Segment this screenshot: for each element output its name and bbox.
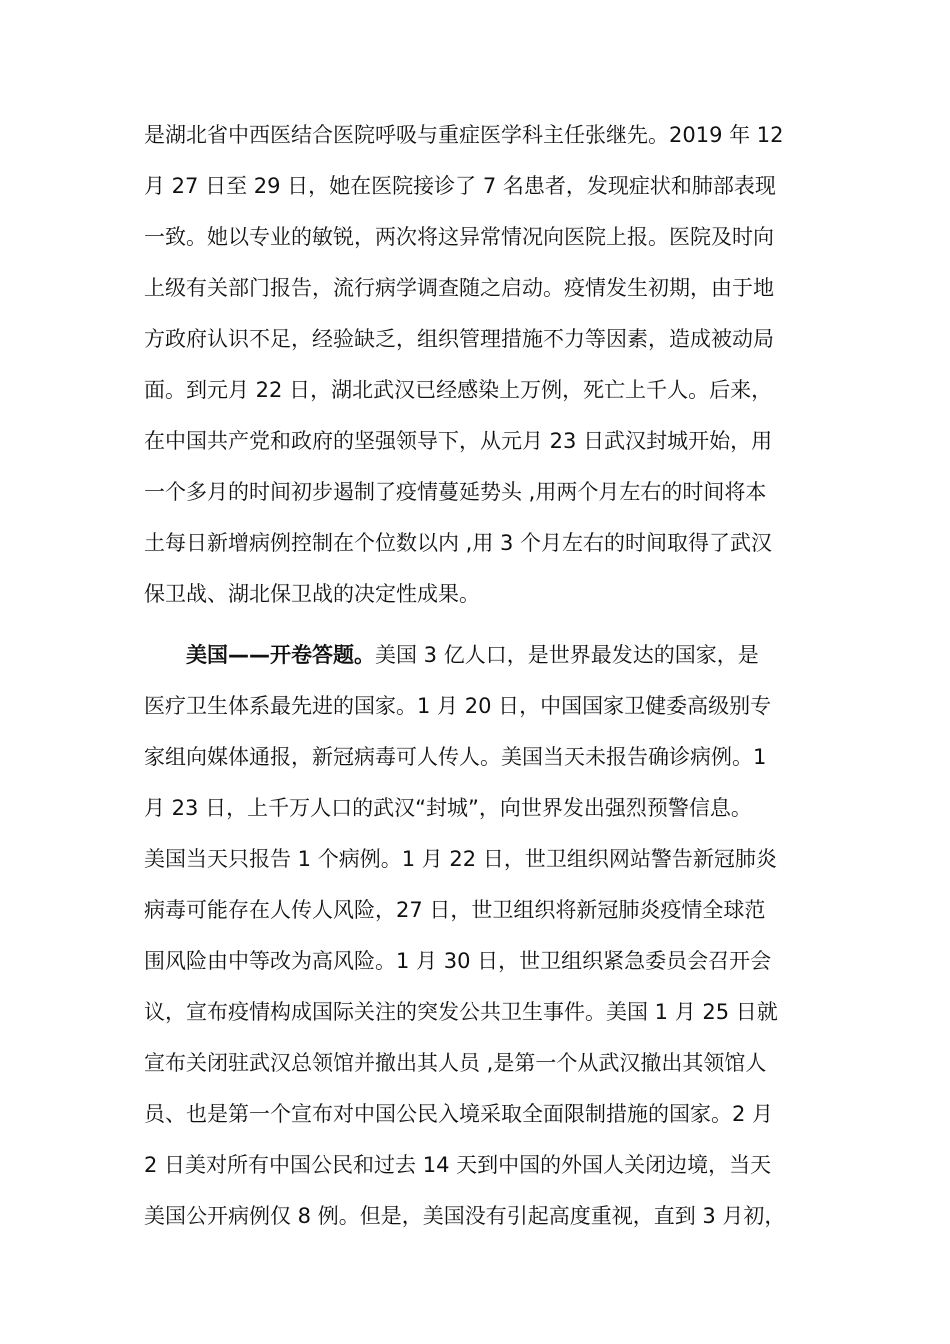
section-lead-heading: 美国——开卷答题。 (186, 643, 375, 667)
text-line: 议，宣布疫情构成国际关注的突发公共卫生事件。美国 1 月 25 日就 (144, 1000, 778, 1024)
text-line: 一致。她以专业的敏锐，两次将这异常情况向医院上报。医院及时向 (144, 225, 774, 249)
text-line: 在中国共产党和政府的坚强领导下，从元月 23 日武汉封城开始，用 (144, 429, 773, 453)
text-line: 医疗卫生体系最先进的国家。1 月 20 日，中国国家卫健委高级别专 (144, 694, 772, 718)
text-line: 2 日美对所有中国公民和过去 14 天到中国的外国人关闭边境，当天 (144, 1153, 772, 1177)
text-line: 月 23 日，上千万人口的武汉“封城”，向世界发出强烈预警信息。 (144, 796, 752, 820)
text-run: 美国 3 亿人口，是世界最发达的国家，是 (375, 643, 759, 667)
paragraph-usa (144, 630, 824, 1242)
text-line: 员、也是第一个宣布对中国公民入境采取全面限制措施的国家。2 月 (144, 1102, 774, 1126)
text-line: 病毒可能存在人传人风险，27 日，世卫组织将新冠肺炎疫情全球范 (144, 898, 766, 922)
text-line: 美国公开病例仅 8 例。但是，美国没有引起高度重视，直到 3 月初， (144, 1204, 786, 1228)
text-line: 是湖北省中西医结合医院呼吸与重症医学科主任张继先。2019 年 12 (144, 123, 784, 147)
text-line: 美国当天只报告 1 个病例。1 月 22 日，世卫组织网站警告新冠肺炎 (144, 847, 777, 871)
text-line-first (144, 630, 824, 681)
text-line: 保卫战、湖北保卫战的决定性成果。 (144, 582, 480, 606)
text-line: 土每日新增病例控制在个位数以内 ,用 3 个月左右的时间取得了武汉 (144, 531, 773, 555)
text-line: 家组向媒体通报，新冠病毒可人传人。美国当天未报告确诊病例。1 (144, 745, 767, 769)
text-line: 一个多月的时间初步遏制了疫情蔓延势头 ,用两个月左右的时间将本 (144, 480, 767, 504)
text-line: 宣布关闭驻武汉总领馆并撤出其人员 ,是第一个从武汉撤出其领馆人 (144, 1051, 767, 1075)
text-line: 上级有关部门报告，流行病学调查随之启动。疫情发生初期，由于地 (144, 276, 774, 300)
text-line: 方政府认识不足，经验缺乏，组织管理措施不力等因素，造成被动局 (144, 327, 774, 351)
text-line: 面。到元月 22 日，湖北武汉已经感染上万例，死亡上千人。后来， (144, 378, 773, 402)
text-line: 围风险由中等改为高风险。1 月 30 日，世卫组织紧急委员会召开会 (144, 949, 772, 973)
paragraph-zhang-jixian (144, 110, 824, 620)
text-line: 月 27 日至 29 日，她在医院接诊了 7 名患者，发现症状和肺部表现 (144, 174, 776, 198)
